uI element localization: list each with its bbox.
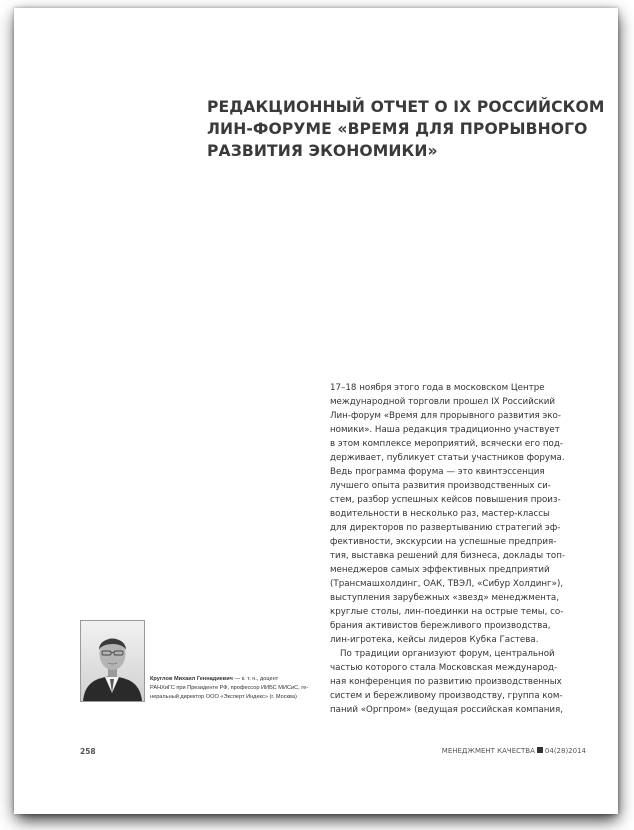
title-line: ЛИН-ФОРУМЕ «ВРЕМЯ ДЛЯ ПРОРЫВНОГО [207,120,588,138]
body-line: водительности в несколько раз, мастер-классы [330,509,550,519]
body-line: стем, разбор успешных кейсов повышения произ- [330,495,561,505]
author-line [150,675,330,684]
square-separator-icon [537,747,543,753]
title-line: РАЗВИТИЯ ЭКОНОМИКИ» [207,142,438,160]
body-line: номики». Наша редакция традиционно участвует [330,425,560,435]
body-line: лин-игротека, кейсы лидеров Кубка Гастева. [330,635,539,645]
journal-name: МЕНЕДЖМЕНТ КАЧЕСТВА [441,747,535,755]
body-line: менеджеров самых эффективных предприятий [330,565,550,575]
author-info [150,675,330,702]
body-line: паний «Оргпром» (ведущая российская компания, [330,705,564,715]
page-number: 258 [80,747,96,756]
author-line: РАНХиГС при Президенте РФ, профессор ИИБС МИСиС, ге- [150,685,309,691]
article-title [207,96,605,162]
body-line: фективности, экскурсии на успешные предприя- [330,537,557,547]
body-line: (Трансмашхолдинг, ОАК, ТВЭЛ, «Сибур Холдинг»), [330,579,564,589]
body-line: частью которого стала Московская международ- [330,663,558,673]
author-line: неральный директор ООО «Эксперт Индекс» (г. Москва) [150,694,297,700]
body-line: в этом комплексе мероприятий, всячески его под- [330,439,563,449]
author-photo [80,620,145,702]
body-line: Лин-форум «Время для прорывного развития эко- [330,411,561,421]
article-body [330,381,592,717]
author-name: Круглов Михаил Геннадиевич [150,676,233,682]
title-line: РЕДАКЦИОННЫЙ ОТЧЕТ О IX РОССИЙСКОМ [207,98,605,116]
body-line: 17–18 ноября этого года в московском Центре [330,383,545,393]
body-line: международной торговли прошел IX Российский [330,397,556,407]
body-line: выступления зарубежных «звезд» менеджмента, [330,593,560,603]
body-line: круглые столы, лин-поединки на острые темы, со- [330,607,564,617]
body-line: Ведь программа форума — это квинтэссенция [330,467,545,477]
body-line: систем и бережливому производству, группа ком- [330,691,563,701]
body-line: тия, выставка решений для бизнеса, доклады топ- [330,551,566,561]
journal-footer [442,747,586,755]
journal-issue: 04(28)2014 [544,747,586,755]
body-line: ная конференция по развитию производственных [330,677,562,687]
author-degree: — к. т. н., доцент [232,676,279,682]
body-line: По традиции организуют форум, центральной [340,649,555,659]
body-line: лучшего опыта развития производственных си- [330,481,551,491]
body-line: держивает, публикует статьи участников форума. [330,453,565,463]
body-line: брания активистов бережливого производства, [330,621,551,631]
body-line: для директоров по развертыванию стратегий эф- [330,523,561,533]
